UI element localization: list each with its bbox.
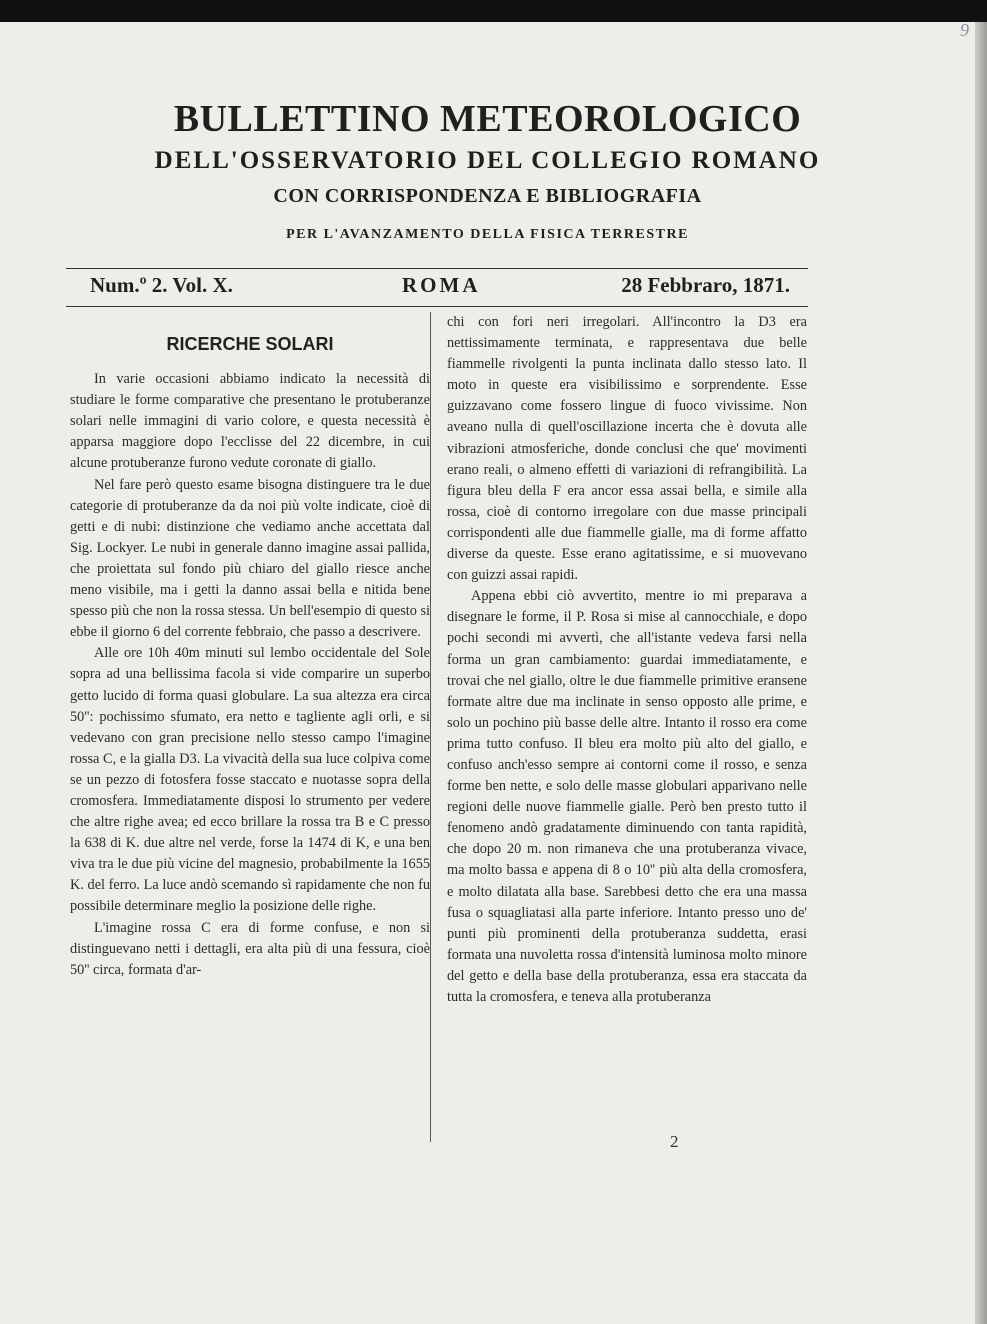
document-page xyxy=(0,22,975,1324)
article-column-left xyxy=(70,312,430,981)
paragraph: Nel fare però questo esame bisogna distinguere tra le due categorie di protuberanze da da noi più volte indicate, cioè di getti e di nubi: distinzione che vediamo anche accettata dal Sig. Lockyer. Le nubi in generale danno imagine assai pallida, che proiettata sul fondo più chiaro del giallo riesce anche meno visibile, ma i getti la danno assai bella e nitida bene spesso più che non la rossa stessa. Un bell'esempio di questo si ebbe il giorno 6 del corrente febbraio, che passo a descrivere. xyxy=(70,476,430,641)
paragraph: L'imagine rossa C era di forme confuse, e non si distinguevano netti i dettagli, era alta più di una fessura, cioè 50'' circa, formata d'ar- xyxy=(70,919,430,978)
paragraph: Alle ore 10h 40m minuti sul lembo occidentale del Sole sopra ad una bellissima facola si vide comparire un superbo getto lucido di forma quasi globulare. La sua altezza era circa 50'': pochissimo sfumato, era netto e tagliente agli orli, e si vedevano con gran precisione nello stesso campo l'imagine rossa C, e la gialla D3. La vivacità della sua luce colpiva come se un pezzo di fotosfera fosse staccato e nuotasse sopra della cromosfera. Immediatamente disposi lo strumento per vedere che altre righe avea; ed ecco brillare la rossa tra B e C presso la 638 di K. due altre nel verde, forse la 1474 di K, e una ben viva tra le due più vicine del magnesio, probabilmente la 1655 K. del ferro. La luce andò scemando sì rapidamente che non fu possibile determinare meglio la posizione delle righe. xyxy=(70,645,430,915)
article-column-right xyxy=(447,312,807,1008)
issue-date: 28 Febbraro, 1871. xyxy=(621,273,790,297)
folio-number: 9 xyxy=(960,20,969,40)
scan-border xyxy=(0,0,987,22)
journal-subtitle-3: PER L'AVANZAMENTO DELLA FISICA TERRESTRE xyxy=(286,227,689,242)
journal-subtitle-2: CON CORRISPONDENZA E BIBLIOGRAFIA xyxy=(273,185,702,207)
journal-subtitle: DELL'OSSERVATORIO DEL COLLEGIO ROMANO xyxy=(154,147,821,174)
paragraph: chi con fori neri irregolari. All'incontro la D3 era nettissimamente terminata, e rappresentava due belle fiammelle rivolgenti la punta inclinata dallo stesso lato. Il moto in queste era visibilissimo e sorprendente. Esse guizzavano come fossero lingue di fuoco vivissime. Non aveano nulla di quell'oscillazione incerta che è dovuta alle vibrazioni atmosferiche, donde conclusi che que' movimenti erano reali, o almeno effetti di variazioni di refrangibilità. La figura bleu della F era ancor essa assai bella, e simile alla rossa, cioè di contorno irregolare con due masse principali corrispondenti alle due fiammelle gialle, ma di forme affatto diverse da queste. Esse erano agitatissime, e si muovevano con guizzi assai rapidi. xyxy=(447,314,807,584)
city: ROMA xyxy=(402,273,481,297)
issue-number: Num.º 2. Vol. X. xyxy=(90,273,233,297)
page-edge xyxy=(975,22,987,1324)
article-heading: RICERCHE SOLARI xyxy=(166,334,334,354)
masthead-rule-top xyxy=(66,268,808,269)
journal-title: BULLETTINO METEOROLOGICO xyxy=(173,98,802,140)
paragraph: Appena ebbi ciò avvertito, mentre io mi preparava a disegnare le forme, il P. Rosa si mise al cannocchiale, e dopo pochi secondi mi avvertì, che all'istante vedeva farsi nella forma un gran cambiamento: guardai immediatamente, e trovai che nel giallo, oltre le due fiammelle primitive eransene formate altre due ma inclinate in senso opposto alle prime, e solo un pochino più basse delle altre. Intanto il rosso era come prima tutto confuso. Il bleu era molto più alto del giallo, e confuso anch'esso sempre ai contorni come il rosso, e senza forme ben nette, e solo delle masse globulari apparivano nelle regioni delle nuove fiammelle gialle. Però ben presto tutto il fenomeno andò gradatamente diminuendo con tanta rapidità, che dopo 20 m. non rimaneva che una protuberanza vivace, ma molto bassa e appena di 8 o 10'' più alta della cromosfera, e molto dilatata alla base. Sarebbesi detto che era una massa fusa o squagliatasi alla parte inferiore. Intanto presso uno de' punti più prominenti della protuberanza suddetta, erasi formata una nuvoletta rossa d'intensità luminosa molto minore del getto e della base della protuberanza, essa era staccata da tutta la cromosfera, e teneva alla protuberanza xyxy=(447,588,807,1005)
paragraph: In varie occasioni abbiamo indicato la necessità di studiare le forme comparative che presentano le protuberanze solari nelle immagini di vario colore, e questa necessità è apparsa maggiore dopo l'ecclisse del 22 dicembre, in cui alcune protuberanze furono vedute coronate di giallo. xyxy=(70,371,430,472)
column-divider xyxy=(430,312,431,1142)
page-number: 2 xyxy=(670,1132,679,1151)
masthead-rule-bottom xyxy=(66,306,808,307)
masthead xyxy=(90,273,790,303)
